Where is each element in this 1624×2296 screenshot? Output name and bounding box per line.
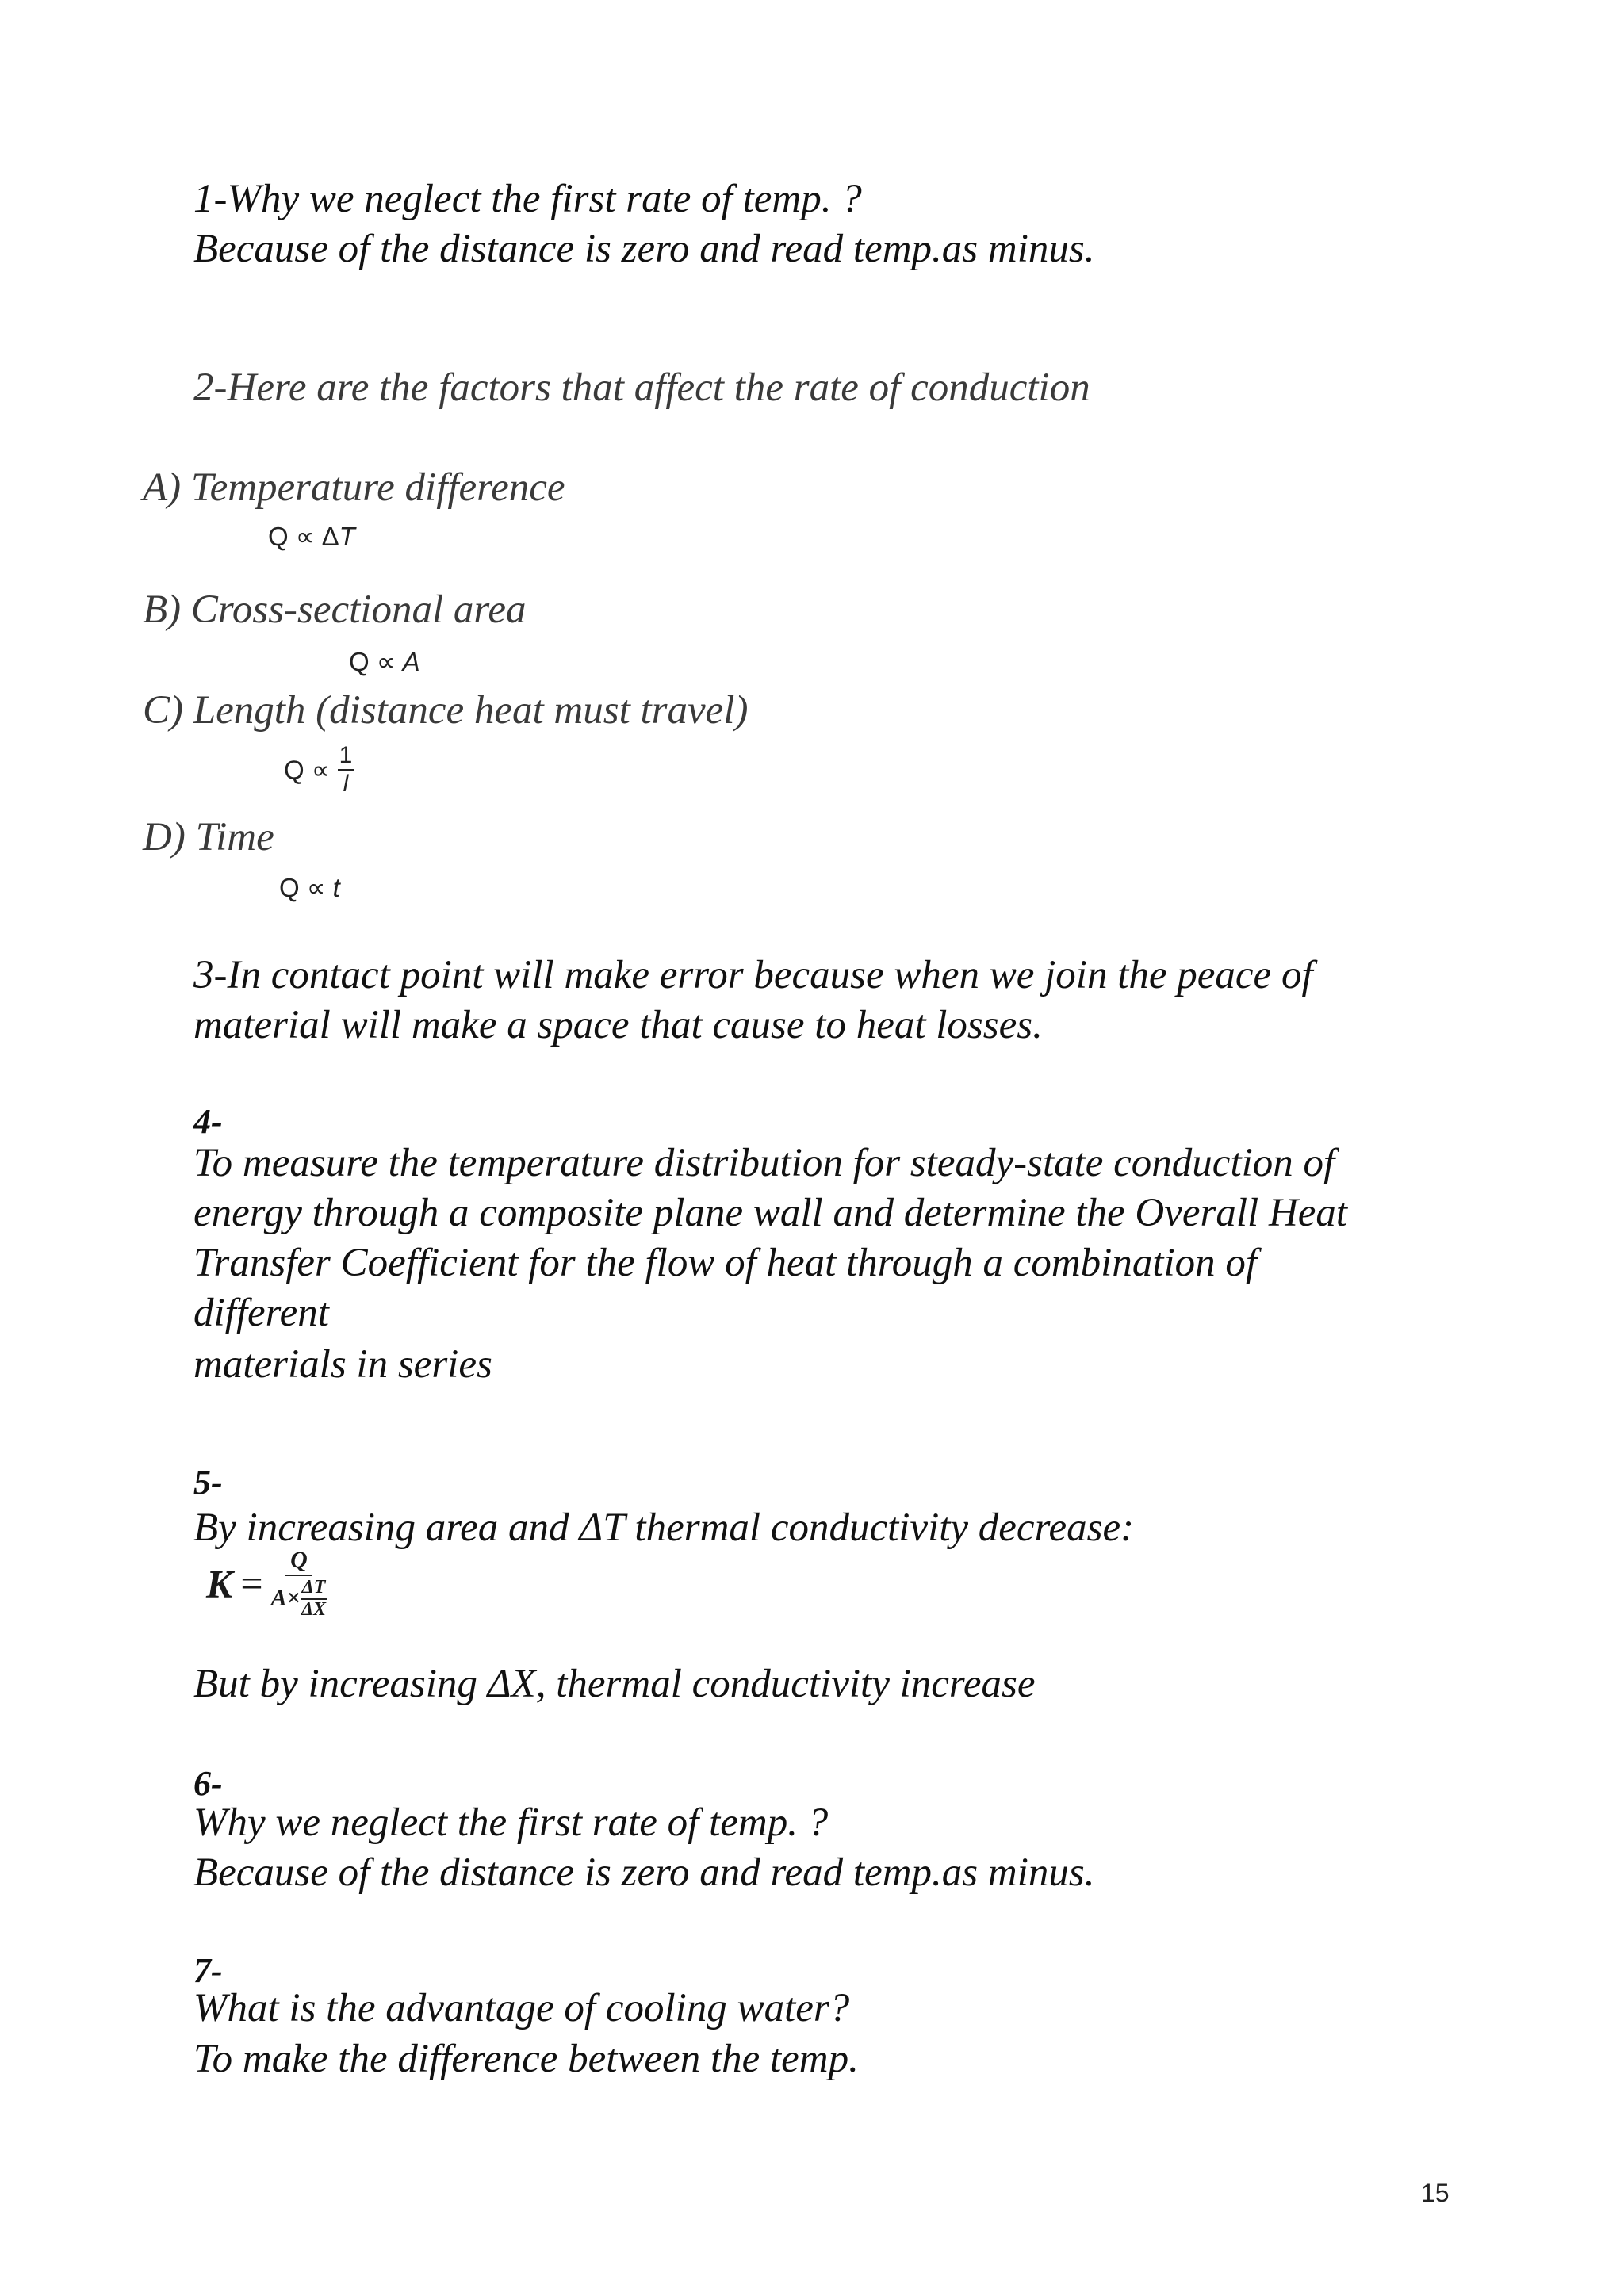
q7-question: What is the advantage of cooling water?	[193, 1986, 850, 2030]
q6-question: Why we neglect the first rate of temp. ?	[193, 1800, 829, 1845]
q1-answer: Because of the distance is zero and read temp.as minus.	[193, 227, 1095, 271]
q3-line-2: material will make a space that cause to heat losses.	[193, 1003, 1043, 1047]
q5-number: 5-	[193, 1463, 223, 1502]
q2-heading: 2-Here are the factors that affect the rate of conduction	[193, 365, 1090, 410]
q4-line-1: To measure the temperature distribution for steady-state conduction of	[193, 1141, 1335, 1185]
q7-answer: To make the difference between the temp.	[193, 2037, 859, 2081]
q4-line-2: energy through a composite plane wall and determine the Overall Heat	[193, 1191, 1348, 1235]
q7-number: 7-	[193, 1951, 223, 1990]
q6-answer: Because of the distance is zero and read temp.as minus.	[193, 1850, 1095, 1895]
factor-a-label: A) Temperature difference	[143, 465, 565, 510]
factor-b-formula: Q ∝ A	[349, 647, 420, 676]
q6-number: 6-	[193, 1764, 223, 1803]
q4-line-5: materials in series	[193, 1342, 492, 1387]
q4-number: 4-	[193, 1102, 223, 1141]
q4-line-4: different	[193, 1291, 329, 1335]
page-number: 15	[1421, 2179, 1450, 2207]
q4-line-3: Transfer Coefficient for the flow of heat through a combination of	[193, 1241, 1258, 1285]
factor-c-formula: Q ∝ $\frac{1}{l}$	[284, 742, 353, 797]
q5-statement: By increasing area and ΔT thermal conductivity decrease:	[193, 1506, 1135, 1550]
q3-line-1: 3-In contact point will make error because when we join the peace of	[193, 953, 1313, 997]
factor-d-formula: Q ∝ t	[279, 873, 340, 902]
factor-c-label: C) Length (distance heat must travel)	[143, 688, 749, 733]
factor-a-formula: Q ∝ ΔT	[268, 522, 355, 551]
q1-question: 1-Why we neglect the first rate of temp. ?	[193, 177, 862, 221]
factor-d-label: D) Time	[143, 815, 274, 859]
thermal-conductivity-formula: K = Q A× $\frac{\Delta T}{\Delta X}$	[206, 1547, 327, 1620]
factor-b-label: B) Cross-sectional area	[143, 587, 527, 632]
q5-conclusion: But by increasing ΔX, thermal conductivity increase	[193, 1662, 1036, 1706]
